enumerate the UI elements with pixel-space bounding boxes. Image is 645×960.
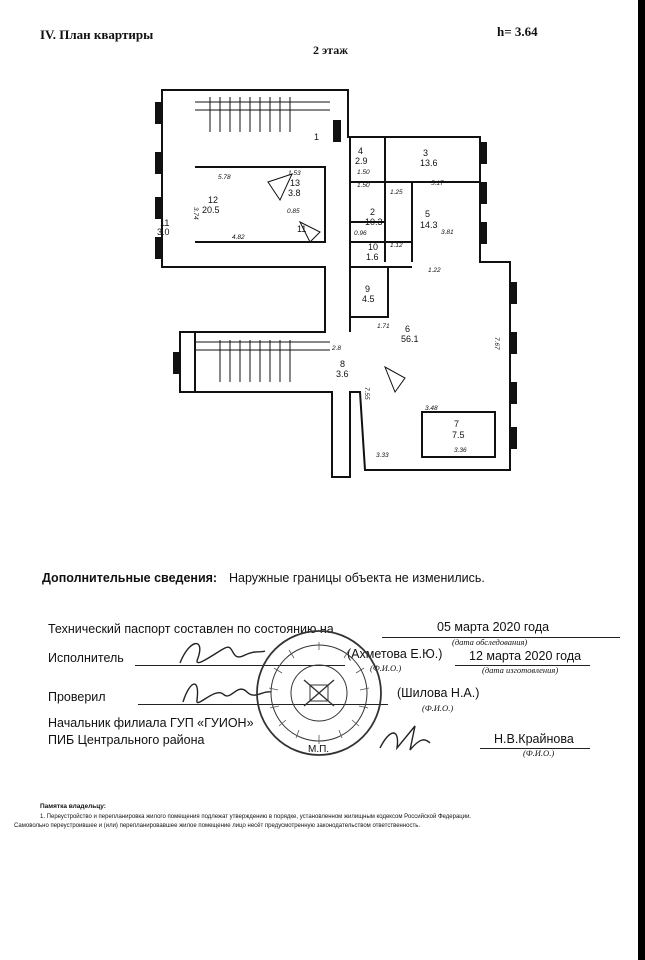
passport-text: Технический паспорт составлен по состоянию на: [48, 622, 334, 636]
stamp-mark: М.П.: [308, 744, 330, 755]
svg-text:1.50: 1.50: [357, 182, 370, 189]
svg-text:2.9: 2.9: [355, 156, 368, 166]
dimension-labels: [192, 169, 500, 459]
svg-text:1.50: 1.50: [357, 169, 370, 176]
official-stamp: [254, 628, 384, 758]
svg-text:1.25: 1.25: [390, 189, 403, 196]
checked-name: (Шилова Н.А.): [397, 686, 480, 700]
note-line-2: Самовольно переустроившее и (или) перепланировавшее жилое помещение лицо несёт предусмотренную законодательством ответственность.: [14, 823, 421, 829]
svg-text:5.17: 5.17: [431, 180, 444, 187]
note-title: Памятка владельцу:: [40, 803, 106, 810]
svg-text:0.96: 0.96: [354, 230, 367, 237]
svg-text:1: 1: [314, 132, 320, 142]
svg-text:56.1: 56.1: [401, 334, 419, 344]
executor-date-caption: (дата изготовления): [482, 665, 559, 675]
svg-text:3.81: 3.81: [441, 229, 454, 236]
chief-title-line1: Начальник филиала ГУП «ГУИОН»: [48, 716, 254, 730]
svg-text:3.6: 3.6: [336, 369, 349, 379]
svg-text:3.48: 3.48: [425, 405, 438, 412]
svg-text:10: 10: [368, 242, 379, 252]
svg-text:2: 2: [370, 207, 376, 217]
svg-text:3.36: 3.36: [454, 447, 467, 454]
chief-title-line2: ПИБ Центрального района: [48, 733, 205, 747]
svg-text:7.67: 7.67: [493, 337, 500, 350]
svg-text:0.85: 0.85: [287, 208, 300, 215]
svg-text:3.8: 3.8: [288, 188, 301, 198]
executor-name: (Ахметова Е.Ю.): [347, 647, 443, 661]
svg-text:10.3: 10.3: [365, 217, 383, 227]
svg-text:3.33: 3.33: [376, 452, 389, 459]
svg-text:13.6: 13.6: [420, 158, 438, 168]
ceiling-height: h= 3.64: [497, 24, 538, 39]
svg-text:9: 9: [365, 284, 371, 294]
additional-info-label: Дополнительные сведения:: [42, 571, 218, 585]
svg-text:20.5: 20.5: [202, 205, 220, 215]
svg-text:3: 3: [423, 148, 429, 158]
svg-text:3.74: 3.74: [192, 207, 199, 220]
svg-text:3.0: 3.0: [157, 227, 170, 237]
chief-name-caption: (Ф.И.О.): [523, 748, 555, 758]
passport-date: 05 марта 2020 года: [437, 620, 550, 634]
svg-text:12: 12: [208, 195, 219, 205]
checked-name-caption: (Ф.И.О.): [422, 703, 454, 713]
svg-text:11: 11: [297, 224, 307, 234]
executor-name-caption: (Ф.И.О.): [370, 663, 402, 673]
svg-text:14.3: 14.3: [420, 220, 438, 230]
svg-text:7: 7: [454, 419, 460, 429]
svg-text:1.12: 1.12: [390, 242, 403, 249]
svg-text:11: 11: [160, 218, 170, 228]
floor-label: 2 этаж: [313, 43, 348, 57]
svg-text:1.71: 1.71: [377, 323, 390, 330]
svg-text:5: 5: [425, 209, 431, 219]
svg-text:5.78: 5.78: [218, 174, 231, 181]
svg-text:7.55: 7.55: [363, 387, 370, 400]
svg-text:1.22: 1.22: [428, 267, 441, 274]
passport-date-caption: (дата обследования): [452, 637, 528, 647]
svg-text:13: 13: [290, 178, 301, 188]
svg-text:1.6: 1.6: [366, 252, 379, 262]
scan-edge: [638, 0, 645, 960]
section-title: IV. План квартиры: [40, 27, 154, 42]
room-labels: [157, 132, 465, 440]
executor-label: Исполнитель: [48, 651, 124, 665]
checked-label: Проверил: [48, 690, 106, 704]
note-line-1: 1. Переустройство и перепланировка жилого помещения подлежат утверждению в порядке, установленном жилищным кодексом Российской Федерации.: [40, 814, 472, 820]
svg-text:8: 8: [340, 359, 346, 369]
additional-info-text: Наружные границы объекта не изменились.: [229, 571, 485, 585]
svg-text:4.5: 4.5: [362, 294, 375, 304]
svg-text:7.5: 7.5: [452, 430, 465, 440]
executor-date: 12 марта 2020 года: [469, 649, 582, 663]
svg-text:2.8: 2.8: [332, 345, 342, 352]
svg-text:6: 6: [405, 324, 411, 334]
floor-plan: [150, 82, 530, 482]
svg-text:4.82: 4.82: [232, 234, 245, 241]
svg-text:1.53: 1.53: [288, 170, 301, 177]
svg-text:4: 4: [358, 146, 364, 156]
chief-name: Н.В.Крайнова: [494, 732, 574, 746]
chief-signature: [375, 718, 435, 758]
